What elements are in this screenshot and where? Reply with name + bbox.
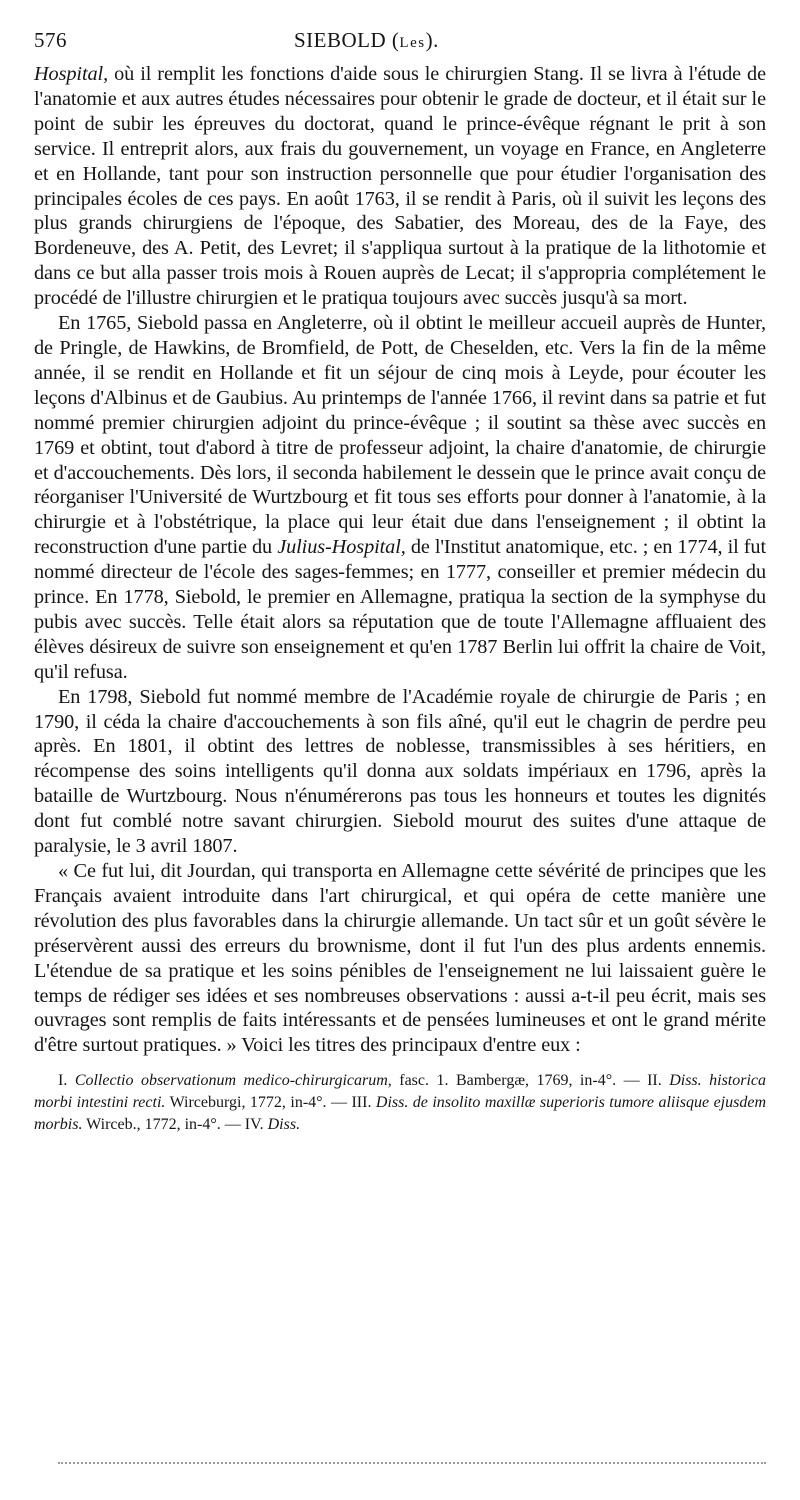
- bib-num-1: I.: [58, 1072, 75, 1090]
- italic-julius-hospital: Julius-Hospital,: [277, 536, 406, 559]
- bib-num-3: III.: [351, 1094, 376, 1112]
- running-title-main: SIEBOLD (: [294, 28, 400, 52]
- paragraph-2-text-before: En 1765, Siebold passa en Angleterre, où il obtint le meilleur accueil auprès de Hunter, de Pringle, de Hawkins, de Bromfield, de Pott, de Cheselden, etc. Vers la fin de la même année, il se rendit en Hollande et fit un séjour de cinq mois à Leyde, pour écouter les leçons d'Albinus et de Gaubius. Au printemps de l'année 1766, il revint dans sa patrie et fut nommé premier chirurgien adjoint du prince-évêque ; il soutint sa thèse avec succès en 1769 et obtint, tout d'abord à titre de professeur adjoint, la chaire d'anatomie, de chirurgie et d'accouchements. Dès lors, il seconda habilement le dessein que le prince avait conçu de réorganiser l'Université de Wurtzbourg et fit tous ses efforts pour donner à l'anatomie, à la chirurgie et à l'obstétrique, la place qui leur était due dans l'enseignement ; il obtint la reconstruction d'une partie du: [34, 312, 766, 559]
- bib-num-4: IV.: [244, 1115, 268, 1133]
- bib-title-4: Diss.: [267, 1115, 301, 1133]
- page-header: [34, 28, 766, 62]
- paragraph-3: En 1798, Siebold fut nommé membre de l'Académie royale de chirurgie de Paris ; en 1790, il céda la chaire d'accouchements à son fils aîné, qu'il eut le chagrin de perdre peu après. En 1801, il obtint des lettres de noblesse, transmissibles à ses héritiers, en récompense des soins intelligents qu'il donna aux soldats impériaux en 1796, après la bataille de Wurtzbourg. Nous n'énumérerons pas tous les honneurs et toutes les dignités dont fut comblé notre savant chirurgien. Siebold mourut des suites d'une attaque de paralysie, le 3 avril 1807.: [34, 685, 766, 858]
- running-title-end: ).: [425, 28, 439, 52]
- paragraph-1-text: où il remplit les fonctions d'aide sous le chirurgien Stang. Il se livra à l'étude de l'anatomie et aux autres études nécessaires pour obtenir le grade de docteur, et il était sur le point de subir les épreuves du doctorat, quand le prince-évêque régnant le prit à son service. Il entreprit alors, aux frais du gouvernement, un voyage en France, en Angleterre et en Hollande, tant pour son instruction personnelle que pour étudier l'organisation des principales écoles de ces pays. En août 1763, il se rendit à Paris, où il suivit les leçons des plus grands chirurgiens de l'époque, des Sabatier, des Moreau, des de la Faye, des Bordeneuve, des A. Petit, des Levret; il s'appliqua surtout à la pratique de la lithotomie et dans ce but alla passer trois mois à Rouen auprès de Lecat; il s'appropria complétement le procédé de l'illustre chirurgien et le pratiqua toujours avec succès jusqu'à sa mort.: [34, 63, 766, 310]
- paragraph-1: [34, 62, 766, 311]
- bib-num-2: II.: [647, 1072, 670, 1090]
- bib-title-1: Collectio observationum medico-chirurgicarum,: [74, 1072, 392, 1090]
- bib-details-1: fasc. 1. Bambergæ, 1769, in-4°. —: [391, 1072, 648, 1090]
- paragraph-2-text-after: de l'Institut anatomique, etc. ; en 1774, il fut nommé directeur de l'école des sages-femmes; en 1777, conseiller et premier médecin du prince. En 1778, Siebold, le premier en Allemagne, pratiqua la section de la symphyse du pubis avec succès. Telle était alors sa réputation que de toute l'Allemagne affluaient des élèves désireux de suivre son enseignement et qu'en 1787 Berlin lui offrit la chaire de Voit, qu'il refusa.: [34, 536, 766, 683]
- italic-hospital: Hospital,: [34, 63, 109, 85]
- running-title-smallcaps: Les: [399, 35, 426, 51]
- footer-divider: [58, 1462, 766, 1464]
- running-title: [294, 28, 766, 53]
- bibliography-entries: [34, 1070, 766, 1135]
- page-number: 576: [34, 28, 67, 52]
- bib-title-2: Diss. historica morbi intestini recti.: [34, 1072, 767, 1112]
- paragraph-4: « Ce fut lui, dit Jourdan, qui transporta en Allemagne cette sévérité de principes que les Français avaient introduite dans l'art chirurgical, et qui opéra de cette manière une révolution des plus favorables dans la chirurgie allemande. Un tact sûr et un goût sévère le préservèrent aussi des erreurs du brownisme, dont il fut l'un des plus ardents ennemis. L'étendue de sa pratique et les soins pénibles de l'enseignement ne lui laissaient guère le temps de rédiger ses idées et ses nombreuses observations : aussi a-t-il peu écrit, mais ses ouvrages sont remplis de faits intéressants et de pensées lumineuses et ont le grand mérite d'être surtout pratiques. » Voici les titres des principaux d'entre eux :: [34, 860, 766, 1057]
- bib-details-3: Wirceb., 1772, in-4°. —: [82, 1115, 245, 1133]
- bibliography: [34, 1070, 766, 1135]
- bib-title-3: Diss. de insolito maxillæ superioris tumore aliisque ejusdem morbis.: [34, 1094, 767, 1133]
- document-page: [34, 28, 766, 1136]
- bib-details-2: Wirceburgi, 1772, in-4°. —: [165, 1094, 352, 1112]
- paragraph-2: [34, 311, 766, 685]
- body-text: [34, 62, 766, 1058]
